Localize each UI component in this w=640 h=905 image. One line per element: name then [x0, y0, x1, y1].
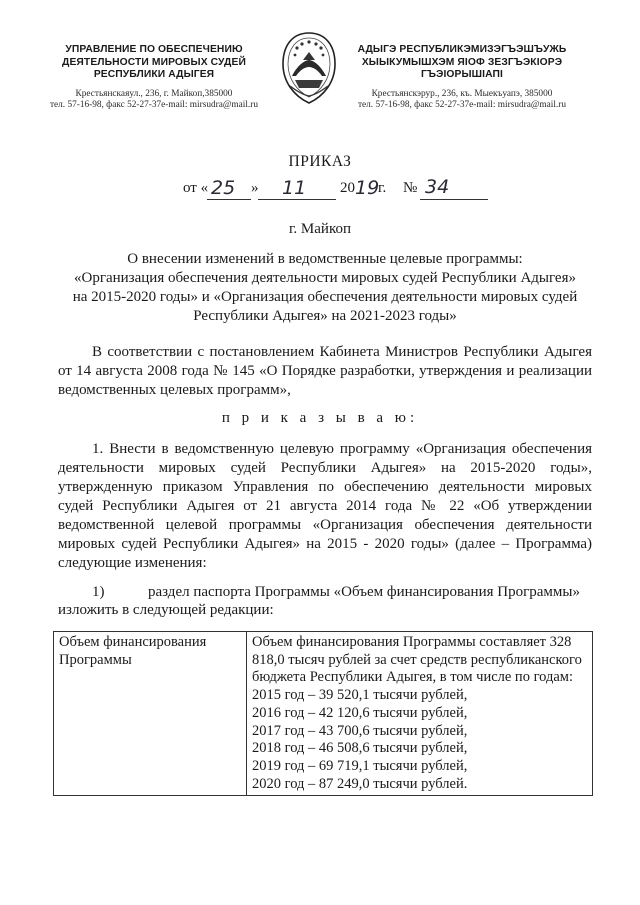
- header-left-block: [38, 44, 270, 112]
- city-name: г. Майкоп: [288, 221, 352, 237]
- financing-year-line: 2016 год – 42 120,6 тысячи рублей,: [252, 704, 468, 721]
- subject-line: «Организация обеспечения деятельности мировых судей Республики Адыгея»: [73, 270, 576, 286]
- subpoint-text-continuation: изложить в следующей редакции:: [58, 602, 274, 618]
- point-1-paragraph: 1. Внести в ведомственную целевую программу «Организация обеспечения деятельности мировых судей Республики Адыгея» на 2015-2020 годы», утвержденную приказом Управления по обеспечению деятельности мировых судей Республики Адыгея от 21 августа 2014 года № 22 «Об утверждении ведомственной целевой программы «Организация обеспечения деятельности мировых судей Республики Адыгея» на 2015 - 2020 годы» (далее – Программа) следующие изменения:: [58, 441, 592, 571]
- date-prefix: от «: [183, 180, 209, 196]
- day-underline: [207, 199, 251, 200]
- org-name-ru-line1: УПРАВЛЕНИЕ ПО ОБЕСПЕЧЕНИЮ: [65, 44, 243, 55]
- month-underline: [258, 199, 336, 200]
- order-number-handwritten: 34: [425, 176, 450, 198]
- date-month-handwritten: 11: [282, 177, 307, 199]
- financing-intro: Объем финансирования Программы составляет 328 818,0 тысяч рублей за счет средств республиканского бюджета Республики Адыгея, в том числе по годам:: [252, 634, 582, 686]
- number-sign: №: [403, 180, 418, 196]
- date-year-label: г.: [378, 180, 387, 196]
- financing-value-cell: [247, 632, 593, 796]
- org-name-ady: [342, 44, 582, 82]
- financing-year-line: 2017 год – 43 700,6 тысячи рублей,: [252, 722, 468, 739]
- table-row: [54, 632, 593, 796]
- org-name-ady-line2: ХЫЫКУМЫШХЭМ ЯІОФ ЗЕЗГЪЭКІОРЭ: [361, 56, 563, 68]
- financing-label-cell: Объем финансирования Программы: [54, 632, 247, 796]
- org-name-ady-line3: ГЪЭІОРЫШІАПІ: [421, 69, 503, 80]
- date-year-handwritten: 19: [355, 177, 380, 199]
- org-address-ru-street: Крестьянскаяул., 236, г. Майкоп,385000: [75, 88, 233, 99]
- number-underline: [420, 199, 488, 200]
- org-address-ady: [342, 89, 582, 112]
- org-address-ru: [38, 89, 270, 112]
- org-address-ady-street: Крестьянскэрур., 236, къ. Мыекъуапэ, 385000: [371, 88, 553, 99]
- date-number-line: [183, 180, 208, 197]
- financing-table: [53, 631, 593, 796]
- date-day-handwritten: 25: [211, 177, 236, 199]
- financing-year-line: 2018 год – 46 508,6 тысячи рублей,: [252, 740, 468, 757]
- org-contacts-ady: тел. 57-16-98, факс 52-27-37e-mail: mirsudra@mail.ru: [357, 100, 567, 110]
- header-right-block: [342, 44, 582, 112]
- org-name-ady-line1: АДЫГЭ РЕСПУБЛИКЭМИЗЭГЪЭШЪУЖЬ: [357, 44, 567, 55]
- org-name-ru-line2: ДЕЯТЕЛЬНОСТИ МИРОВЫХ СУДЕЙ: [62, 56, 246, 68]
- org-contacts-ru: тел. 57-16-98, факс 52-27-37e-mail: mirsudra@mail.ru: [49, 100, 259, 110]
- preamble-paragraph: В соответствии с постановлением Кабинета Министров Республики Адыгея от 14 августа 2008 года № 145 «О Порядке разработки, утверждения и реализации ведомственных целевых программ»,: [58, 344, 592, 398]
- date-year-prefix: 20: [340, 180, 355, 196]
- financing-year-line: 2019 год – 69 719,1 тысячи рублей,: [252, 757, 468, 774]
- subpoint-number: 1): [92, 584, 105, 600]
- org-name-ru-line3: РЕСПУБЛИКИ АДЫГЕЯ: [93, 69, 215, 80]
- subject-line: О внесении изменений в ведомственные целевые программы:: [127, 251, 523, 267]
- org-name-ru: [38, 44, 270, 82]
- date-quote-close: »: [251, 180, 259, 196]
- financing-year-line: 2020 год – 87 249,0 тысячи рублей.: [252, 775, 468, 792]
- subject-line: Республики Адыгея» на 2021-2023 годы»: [193, 308, 457, 324]
- document-title: ПРИКАЗ: [288, 153, 352, 170]
- order-word: п р и к а з ы в а ю:: [221, 410, 419, 426]
- subject-line: на 2015-2020 годы» и «Организация обеспечения деятельности мировых судей: [72, 289, 578, 305]
- financing-year-line: 2015 год – 39 520,1 тысячи рублей,: [252, 687, 468, 704]
- coat-of-arms-emblem-icon: [278, 30, 340, 106]
- order-subject: [60, 250, 590, 326]
- subpoint-text: раздел паспорта Программы «Объем финансирования Программы»: [148, 584, 580, 600]
